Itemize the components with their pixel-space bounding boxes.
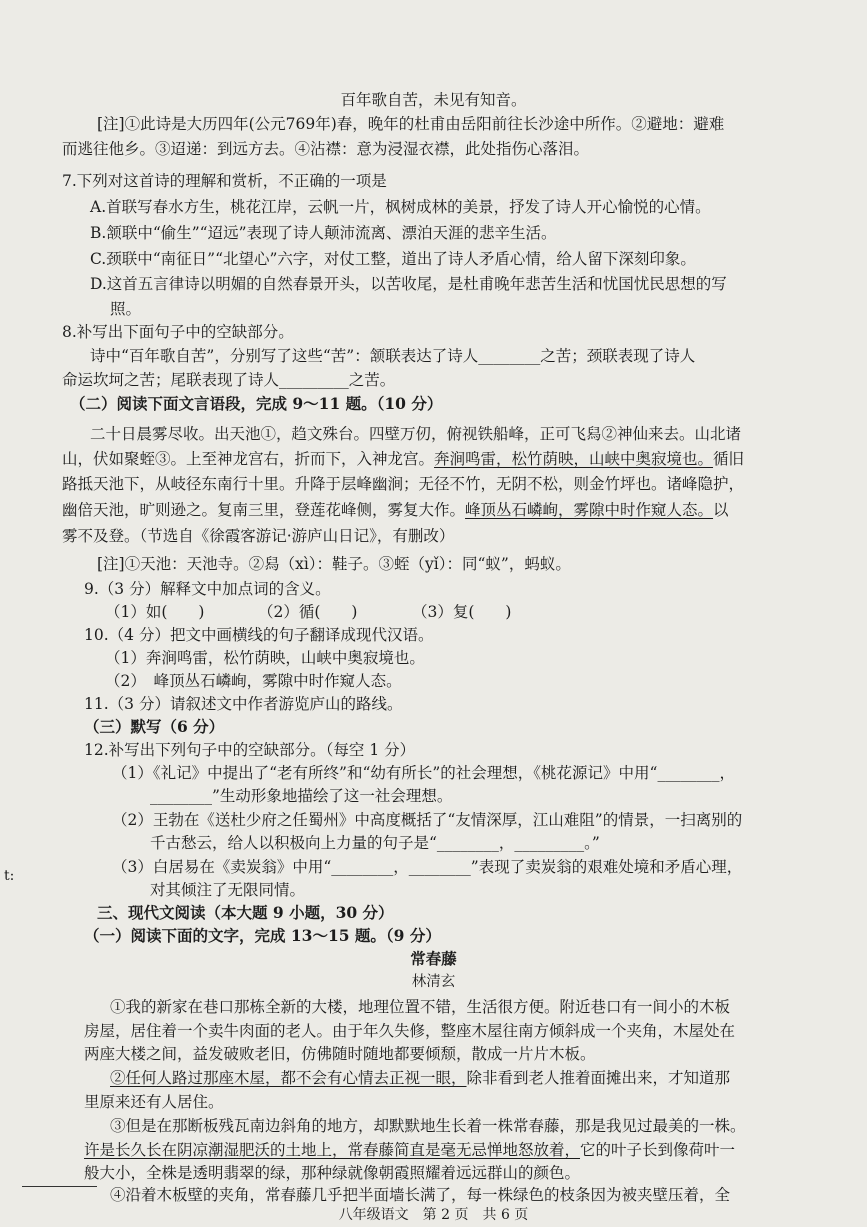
underlined-essay-sentence-2: 许是长久长在阴凉潮湿肥沃的土地上，常春藤简直是毫无忌惮地怒放着，	[84, 1141, 581, 1159]
underlined-sentence-2: 峰顶丛石嶙峋，雾隙中时作窥人态。	[465, 501, 714, 519]
question-10-sentence-1: （1）奔涧鸣雷，松竹荫映，山峡中奥寂境也。	[105, 649, 425, 667]
essay-paragraph-1-line-3: 两座大楼之间，益发破败老旧，仿佛随时随地都要倾颓，散成一片片木板。	[84, 1045, 596, 1063]
scan-divider	[22, 1186, 97, 1187]
poem-note-line-2: 而逃往他乡。③迢递：到远方去。④沾襟：意为浸湿衣襟，此处指伤心落泪。	[62, 140, 590, 158]
question-8-stem: 8.补写出下面句子中的空缺部分。	[62, 323, 294, 341]
section-2-title: （二）阅读下面文言语段，完成 9～11 题。（10 分）	[70, 394, 443, 413]
question-12-item-3-line-1: （3）白居易在《卖炭翁》中用“________，________”表现了卖炭翁的艰难处境和矛盾心理，	[112, 858, 743, 876]
question-7-option-c: C.颈联中“南征日”“北望心”六字，对仗工整，道出了诗人矛盾心情，给人留下深刻印象。	[90, 250, 696, 268]
margin-mark: t:	[4, 868, 15, 884]
underlined-sentence-1: 奔涧鸣雷，松竹荫映，山峡中奥寂境也。	[434, 450, 714, 468]
essay-paragraph-3-line-2	[84, 1139, 735, 1161]
classical-text-segment: 幽倍天池，旷则逊之。复南三里，登莲花峰侧，雾复大作。	[62, 501, 466, 519]
page-footer: 八年级语文 第 2 页 共 6 页	[338, 1207, 529, 1223]
essay-title: 常春藤	[410, 949, 457, 968]
question-11: 11.（3 分）请叙述文中作者游览庐山的路线。	[84, 695, 403, 713]
question-12-item-1-line-1: （1）《礼记》中提出了“老有所终”和“幼有所长”的社会理想，《桃花源记》中用“________，	[112, 764, 735, 782]
essay-paragraph-1-line-2: 房屋，居住着一个卖牛肉面的老人。由于年久失修，整座木屋往南方倾斜成一个夹角，木屋处在	[84, 1022, 736, 1040]
classical-text-line-4	[62, 499, 729, 521]
classical-note: [注]①天池：天池寺。②舄（xì）：鞋子。③蛭（yǐ）：同“蚁”，蚂蚁。	[97, 555, 571, 573]
question-12-item-3-line-2: 对其倾注了无限同情。	[150, 881, 306, 899]
question-9-item-2: （2）循( )	[258, 603, 358, 621]
classical-text-segment: 以	[713, 501, 729, 519]
subsection-1-title: （一）阅读下面的文字，完成 13～15 题。（9 分）	[84, 926, 441, 945]
essay-paragraph-3-line-3: 般大小，全株是透明翡翠的绿，那种绿就像朝霞照耀着远远群山的颜色。	[84, 1164, 581, 1182]
classical-text-line-2	[62, 448, 744, 470]
question-7-option-d-line-2: 照。	[110, 300, 142, 318]
essay-text-segment: 除非看到老人推着面摊出来，才知道那	[466, 1069, 731, 1087]
classical-text-line-1: 二十日晨雾尽收。出天池①，趋文殊台。四壁万仞，俯视铁船峰，正可飞舄②神仙来去。山北诸	[90, 425, 742, 443]
question-7-option-b: B.颔联中“偷生”“迢远”表现了诗人颠沛流离、漂泊天涯的悲辛生活。	[90, 224, 557, 242]
essay-paragraph-3-line-1: ③但是在那断板残瓦南边斜角的地方，却默默地生长着一株常春藤，那是我见过最美的一株。	[110, 1117, 746, 1135]
question-7-stem: 7.下列对这首诗的理解和赏析，不正确的一项是	[62, 172, 387, 190]
question-12-item-2-line-2: 千古愁云，给人以积极向上力量的句子是“________，_________。”	[150, 834, 600, 852]
question-7-option-d-line-1: D.这首五言律诗以明媚的自然春景开头，以苦收尾，是杜甫晚年悲苦生活和忧国忧民思想的写	[90, 275, 727, 293]
essay-paragraph-2-line-2: 里原来还有人居住。	[84, 1093, 224, 1111]
section-3-title: （三）默写（6 分）	[84, 717, 225, 736]
essay-author: 林清玄	[411, 974, 456, 990]
poem-last-line: 百年歌自苦，未见有知音。	[340, 91, 527, 109]
question-12-stem: 12.补写出下列句子中的空缺部分。（每空 1 分）	[84, 741, 416, 759]
question-10-sentence-2: （2） 峰顶丛石嶙峋，雾隙中时作窥人态。	[105, 672, 402, 690]
essay-paragraph-4-line-1: ④沿着木板壁的夹角，常春藤几乎把半面墙长满了，每一株绿色的枝条因为被夹壁压着，全	[110, 1186, 731, 1204]
classical-text-line-3: 路抵天池下，从岐径东南行十里。升降于层峰幽涧；无径不竹，无阴不松，则金竹坪也。诸峰隐护，	[62, 475, 745, 493]
question-9-stem: 9.（3 分）解释文中加点词的含义。	[84, 580, 331, 598]
classical-text-segment: 循旧	[713, 450, 745, 468]
part-3-title: 三、现代文阅读（本大题 9 小题，30 分）	[97, 903, 394, 922]
question-10-stem: 10.（4 分）把文中画横线的句子翻译成现代汉语。	[84, 626, 434, 644]
question-12-item-2-line-1: （2）王勃在《送杜少府之任蜀州》中高度概括了“友情深厚，江山难阻”的情景，一扫离别的	[112, 811, 743, 829]
question-7-option-a: A.首联写春水方生，桃花江岸，云帆一片，枫树成林的美景，抒发了诗人开心愉悦的心情。	[90, 198, 711, 216]
question-8-line-1: 诗中“百年歌自苦”，分别写了这些“苦”：颔联表达了诗人________之苦；颈联表现了诗人	[90, 347, 696, 365]
question-9-item-3: （3）复( )	[412, 603, 512, 621]
poem-note-line-1: [注]①此诗是大历四年(公元769年)春，晚年的杜甫由岳阳前往长沙途中所作。②避地：避难	[97, 115, 725, 133]
question-8-line-2: 命运坎坷之苦；尾联表现了诗人_________之苦。	[62, 371, 396, 389]
essay-paragraph-1-line-1: ①我的新家在巷口那栋全新的大楼，地理位置不错，生活很方便。附近巷口有一间小的木板	[110, 998, 731, 1016]
question-9-item-1: （1）如( )	[105, 603, 205, 621]
question-12-item-1-line-2: ________”生动形象地描绘了这一社会理想。	[150, 787, 453, 805]
essay-text-segment: 它的叶子长到像荷叶一	[580, 1141, 736, 1159]
underlined-essay-sentence-1: ②任何人路过那座木屋，都不会有心情去正视一眼，	[110, 1069, 467, 1087]
essay-paragraph-2-line-1	[110, 1067, 730, 1089]
classical-text-line-5: 雾不及登。（节选自《徐霞客游记·游庐山日记》，有删改）	[62, 527, 455, 545]
classical-text-segment: 山，伏如聚蛭③。上至神龙宫右，折而下，入神龙宫。	[62, 450, 435, 468]
